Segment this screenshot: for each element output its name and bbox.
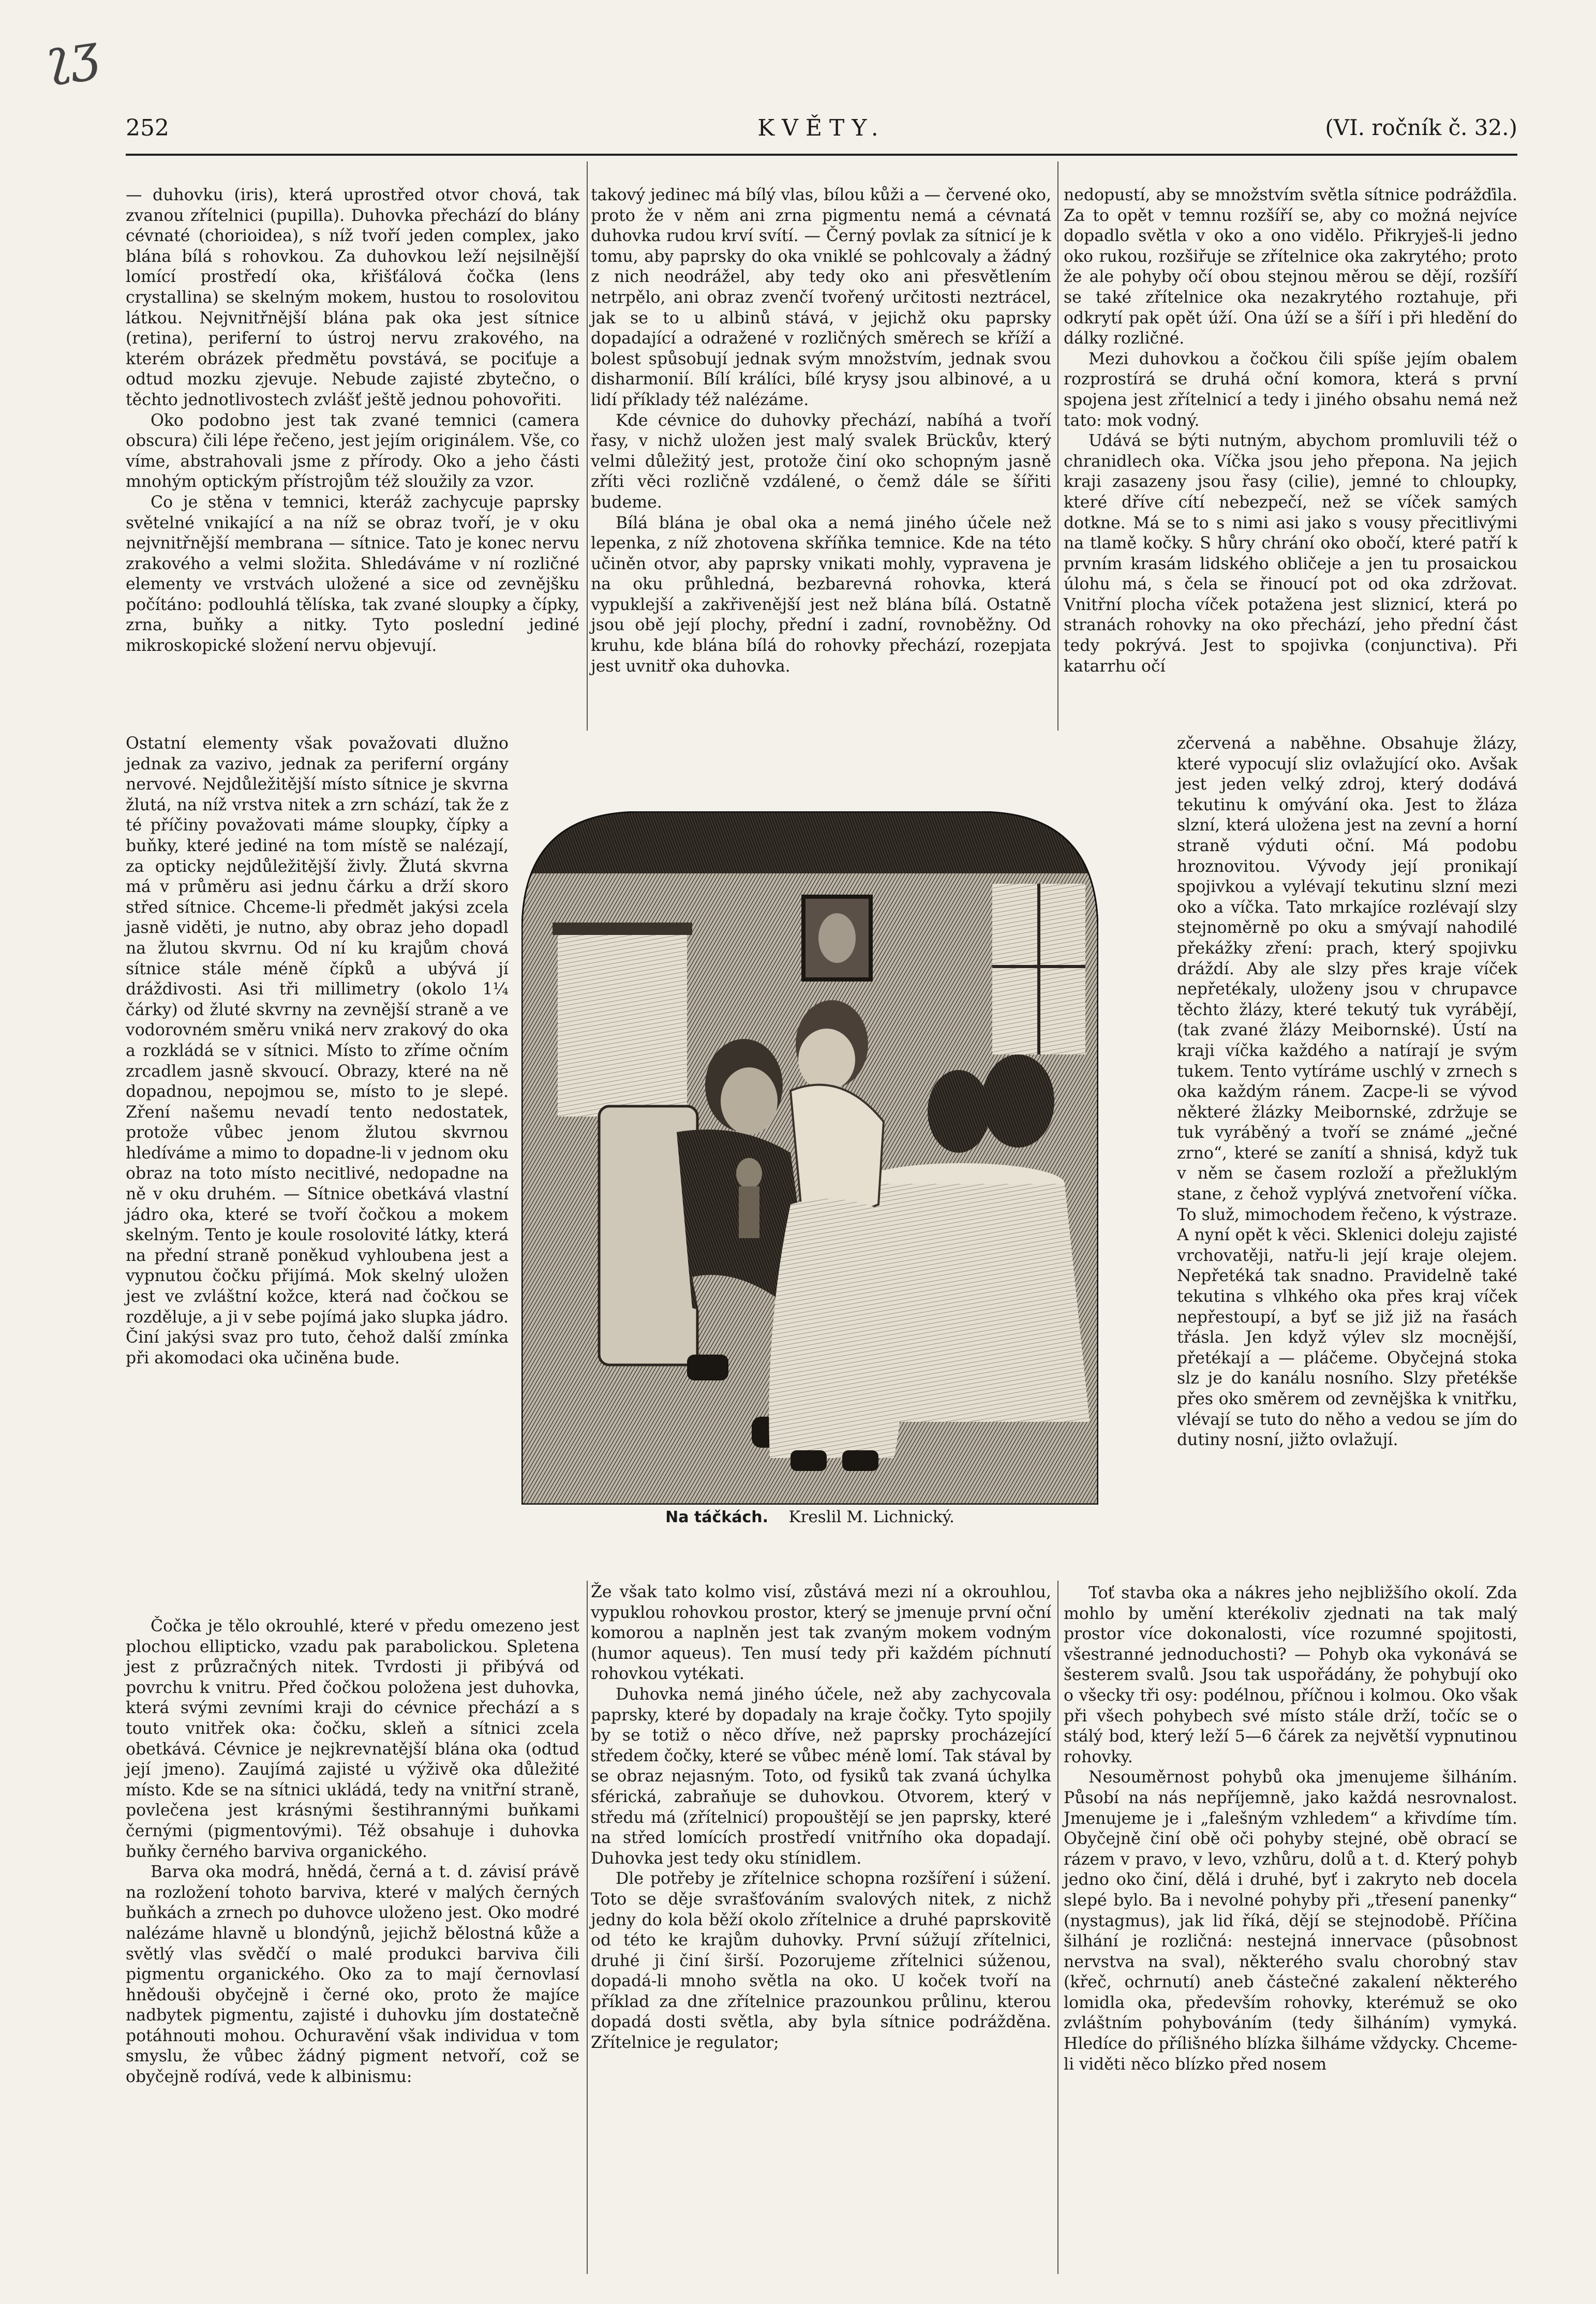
paragraph: Ostatní elementy však považovati dlužno jednak za vazivo, jednak za periferní orgány nervové. Nejdůležitější místo sítnice je skvrna žlutá, na níž vrstva nitek a zrn schází, tak že z té příčiny považovati máme sloupky, čípky a buňky, které jediné na tom místě se nalézají, za opticky nejdůležitější živly. Žlutá skvrna má v průměru asi jednu čárku a drží skoro střed sítnice. Chceme-li předmět jakýsi zcela jasně viděti, je nutno, aby obraz jeho dopadl na žlutou skvrnu. Od ní ku krajům chová sítnice stále méně čípků a ubývá jí dráždivosti. Asi tři millimetry (okolo 1¼ čárky) od žluté skvrny na zevnější straně a ve vodorovném směru vniká nerv zrakový do oka a rozkládá se v sítnici. Místo to zříme očním zrcadlem jasně skvoucí. Obrazy, které na ně dopadnou, nepojmou se, místo to je slepé. Zření našemu nevadí tento nedostatek, protože vůbec jenom žlutou skvrnou hledíváme a mimo to dopadne-li v jednom oku obraz na toto místo necitlivé, nedopadne na ně v oku druhém. — Sítnice obetkává vlastní jádro oka, které se tvoří čočkou a mokem skelným. Tento je koule rosolovité látky, která na přední straně poněkud vyhloubena jest a vypnutou čočku přijímá. Mok skelný uložen jest ve zvláštní kožce, která nad čočkou se rozděluje, a ji v sebe pojímá jako slupka jádro. Činí jakýsi svaz pro tuto, čehož další zmínka při akomodaci oka učiněna bude. bbox=[126, 734, 509, 1367]
magazine-title: KVĚTY. bbox=[757, 115, 886, 141]
column-rule-right bbox=[1057, 161, 1058, 731]
right-column-top bbox=[1064, 185, 1517, 677]
paragraph: Duhovka nemá jiného účele, než aby zachycovala paprsky, které by dopadaly na kraje čočky. Tyto spojily by se totiž o něco dříve, než paprsky procházející středem čočky, které se vůbec méně lomí. Tak stával by se obraz nejasným. Toto, od fysiků tak zvaná úchylka sférická, zabraňuje se duhovkou. Otvorem, který v středu má (zřítelnicí) propouštějí se jen paprsky, které na střed lomících prostředí vnitřního oka dopadají. Duhovka jest tedy oku stínidlem. bbox=[591, 1685, 1051, 1868]
paragraph: Kde cévnice do duhovky přechází, nabíhá a tvoří řasy, v nichž uložen jest malý svalek Brückův, který velmi důležitý jest, protože činí oko schopným jasně zříti věci rozličně vzdálené, o čemž dále se šířiti budeme. bbox=[591, 411, 1051, 512]
right-column-narrow bbox=[1177, 734, 1517, 1451]
paragraph: Toť stavba oka a nákres jeho nejbližšího okolí. Zda mohlo by umění kterékoliv zjednati na tak malý prostor více dokonalosti, více rozumné spojitosti, všestranné jednoduchosti? — Pohyb oka vykonává se šesterem svalů. Jsou tak uspořádány, že pohybují oko o všecky tři osy: podélnou, příčnou i kolmou. Oko však při všech pohybech své místo stále drží, točíc se o stálý bod, který leží 5—6 čárek za největší vypnutinou rohovky. bbox=[1064, 1584, 1517, 1766]
column-rule-right-bottom bbox=[1057, 1581, 1058, 2274]
paragraph: Co je stěna v temnici, kteráž zachycuje paprsky světelné vnikající a na níž se obraz tvoří, je v oku nejvnitřnější membrana — sítnice. Tato je konec nervu zrakového a velmi složita. Shledáváme v ní rozličné elementy ve vrstvách uložené a sice od zevnějšku počítáno: podlouhlá tělíska, tak zvané sloupky a čípky, zrna, buňky a nitky. Tyto poslední jediné mikroskopické složení nervu objevují. bbox=[126, 493, 579, 656]
paragraph: takový jedinec má bílý vlas, bílou kůži a — červené oko, proto že v něm ani zrna pigmentu nemá a cévnatá duhovka rudou krví svítí. — Černý povlak za sítnicí je k tomu, aby paprsky do oka vniklé se pohlcovaly a žádný z nich neodrážel, aby tedy oko ani přesvětlením netrpělo, ani obraz zvenčí tvořený určitosti neztrácel, jak se to u albinů stává, v jejichž oku paprsky dopadající a odražené v rozličných směrech se kříží a bolest spůsobují jednak svým množstvím, jednak svou disharmonií. Bílí králíci, bílé krysy jsou albinové, a u lidí příklady též nalézáme. bbox=[591, 186, 1051, 409]
caption-title: Na táčkách. bbox=[665, 1508, 769, 1526]
paragraph: Dle potřeby je zřítelnice schopna rozšíření i súžení. Toto se děje svrašťováním svalových nitek, z nichž jedny do kola běží okolo zřítelnice a druhé paprskovitě od této ke krajům duhovky. První súžují zřítelnici, druhé ji činí širší. Pozorujeme zřítelnici súženou, dopadá-li mnoho světla na oko. U koček tvoří na příklad za dne zřítelnice prazounkou průlinu, kterou dopadá dosti světla, aby byla sítnice podrážděna. Zřítelnice je regulator; bbox=[591, 1869, 1051, 2053]
page-number: 252 bbox=[126, 115, 169, 141]
paragraph: Oko podobno jest tak zvané temnici (camera obscura) čili lépe řečeno, jest jejím originálem. Vše, co víme, abstrahovali jsme z přírody. Oko a jeho části mnohým optickým přístrojům též sloužily za vzor. bbox=[126, 411, 579, 492]
paragraph: Čočka je tělo okrouhlé, které v předu omezeno jest plochou ellipticko, vzadu pak parabolickou. Spletena jest z průzračných nitek. Tvrdosti ji přibývá od povrchu k vnitru. Před čočkou položena jest duhovka, která svými zevními kraji do cévnice přechází a s touto vnitřek oka: čočku, skleň a sítnici zcela obetkává. Cévnice je nejkrevnatější blána oka (odtud její jmeno). Zaujímá zajisté u výživě oka důležité místo. Kde se na sítnici ukládá, tedy na vnitřní straně, povlečena jest krásnými šestihrannými buňkami černými (pigmentovými). Též obsahuje i duhovka buňky černého barviva organického. bbox=[126, 1617, 579, 1861]
paragraph: Nesouměrnost pohybů oka jmenujeme šilháním. Působí na nás nepříjemně, jako každá nesrovnalost. Jmenujeme je i „falešným vzhledem“ a křivdíme tím. Obyčejně činí obě oči pohyby stejné, obě obrací se rázem v pravo, v levo, vzhůru, dolů a t. d. Který pohyb jedno oko činí, dělá i druhé, byť i zakryto neb docela slepé bylo. Ba i nevolné pohyby při „třesení panenky“ (nystagmus), jak lid říká, dějí se stejnodobě. Příčina šilhání je rozličná: nestejná innervace (působnost nervstva na sval), některého svalu chorobný stav (křeč, ochrnutí) aneb částečné zakalení některého lomidla oka, především rohovky, kterémuž se oko zvláštním pohybováním (tedy šilháním) vymyká. Hledíce do přílišného blízka šilháme vždycky. Chceme-li viděti něco blízko před nosem bbox=[1064, 1768, 1517, 2074]
paragraph: — duhovku (iris), která uprostřed otvor chová, tak zvanou zřítelnici (pupilla). Duhovka přechází do blány cévnaté (chorioidea), s níž tvoří jeden complex, jako blána bílá s rohovkou. Za duhovkou leží nejsilnější lomící prostředí oka, křišťálová čočka (lens crystallina) se skelným mokem, hustou to rosolovitou látkou. Nejvnitřnější blána pak oka jest sítnice (retina), periferní to ústroj nervu zrakového, na kterém obrázek předmětu povstává, se pociťuje a odtud mozku zjevuje. Nebude zajisté zbytečno, o těchto jednotlivostech zvlášť ještě jednou pohovořiti. bbox=[126, 186, 579, 409]
paragraph: zčervená a naběhne. Obsahuje žlázy, které vypocují sliz ovlažující oko. Avšak jest jeden velký zdroj, který dodává tekutinu k omývání oka. Jest to žláza slzní, která uložena jest na zevní a horní straně výduti oční. Má podobu hroznovitou. Vývody její pronikají spojivkou a vylévají tekutinu slzní mezi oko a víčka. Tato mrkajíce rozlévají slzy stejnoměrně po oku a smývají nahodilé překážky zření: prach, který spojivku dráždí. Aby ale slzy přes kraje víček nepřetékaly, uloženy jsou v chrupavce těchto žlázy, které tekutý tuk vyrábějí, (tak zvané žlázy Meibornské). Ústí na kraji víčka každého a natírají je svým tukem. Tento vytíráme uschlý v zrnech s oka každým ránem. Zacpe-li se vývod některé žlázky Meibornské, zdržuje se tuk vyráběný a tvoří se známé „ječné zrno“, které se zanítí a shnisá, když tuk v něm se časem rozloží a přežluklým stane, z čehož vyplývá znetvoření víčka. To služ, mimochodem řečeno, k výstraze. A nyní opět k věci. Sklenici doleju zajisté vrchovatěji, natřu-li její kraje olejem. Nepřetéká tak snadno. Pravidelně také tekutina s vlhkého oka přes kraj víček nepřestoupí, a byť se již již na řasách třásla. Jen když výlev slz mocnější, přetékají a — pláčeme. Obyčejná stoka slz je do kanálu nosního. Slzy přetékše přes oko směrem od zevnějška k vnitřku, vlévají se tuto do něho a vedou se jím do dutiny nosní, jižto ovlažují. bbox=[1177, 734, 1517, 1450]
left-column-narrow bbox=[126, 734, 509, 1369]
paragraph: Udává se býti nutným, abychom promluvili též o chranidlech oka. Víčka jsou jeho přepona. Na jejich kraji zasazeny jsou řasy (cilie), jemné to chloupky, které dříve cítí nebezpečí, než se víček samých dotkne. Má se to s nimi asi jako s vousy přecitlivými na tlamě kočky. S hůry chrání oko obočí, které patří k prvním krasám lidského obličeje a jen tu prosaickou úlohu má, s čela se řinoucí pot od oka zdržovat. Vnitřní plocha víček potažena jest sliznicí, která po stranách rohovky na oko přechází, jeho přední část tedy pokrývá. Jest to spojivka (conjunctiva). Při katarrhu očí bbox=[1064, 432, 1517, 676]
engraving-art bbox=[521, 811, 1098, 1505]
paragraph: nedopustí, aby se množstvím světla sítnice podrážďila. Za to opět v temnu rozšíří se, aby co možná nejvíce dopadlo světla v oko a ono vidělo. Přikryješ-li jedno oko rukou, rozšiřuje se zřítelnice oka zakrytého; proto že ale pohyby očí obou stejnou měrou se dějí, rozšíří se také zřítelnice oka nezakrytého roztahuje, při odkrytí pak opět úží. Ona úží se a šíří i při hledění do dálky rozličné. bbox=[1064, 186, 1517, 348]
left-column-bottom bbox=[126, 1616, 579, 2088]
middle-column-top bbox=[591, 185, 1051, 677]
issue-label: (VI. ročník č. 32.) bbox=[1325, 115, 1517, 140]
paragraph: Že však tato kolmo visí, zůstává mezi ní a okrouhlou, vypuklou rohovkou prostor, který se jmenuje první oční komorou a naplněn jest tak zvaným mokem vodným (humor aqueus). Ten musí tedy při každém píchnutí rohovkou vytékati. bbox=[591, 1583, 1051, 1684]
engraving-illustration bbox=[521, 811, 1098, 1518]
handwritten-margin-mark: ʅʒ bbox=[41, 22, 102, 87]
figure-caption bbox=[521, 1508, 1098, 1526]
left-column-top bbox=[126, 185, 579, 657]
paragraph: Bílá blána je obal oka a nemá jiného účele než lepenka, z níž zhotovena skříňka temnice. Kde na této učiněn otvor, aby paprsky vnikati mohly, vypravena je na oku průhledná, bezbarevná rohovka, která vypuklejší a zakřivenější jest než blána bílá. Ostatně jsou obě její plochy, přední i zadní, rovnoběžny. Od kruhu, kde blána bílá do rohovky přechází, rozepjata jest uvnitř oka duhovka. bbox=[591, 513, 1051, 676]
paragraph: Mezi duhovkou a čočkou čili spíše jejím obalem rozprostírá se druhá oční komora, která s první spojena jest zřítelnicí a tedy i jiného obsahu nemá než tato: mok vodný. bbox=[1064, 349, 1517, 430]
paragraph: Barva oka modrá, hnědá, černá a t. d. závisí právě na rozložení tohoto barviva, které v malých černých buňkách a zrnech po duhovce uloženo jest. Oko modré nalézáme hlavně u blondýnů, jejichž bělostná kůže a světlý vlas svědčí o malé produkci barviva čili pigmentu organického. Oko za to mají černovlasí hnědouši obyčejně i černé oko, proto že majíce nadbytek pigmentu, zajisté i duhovku jím dostatečně potáhnouti mohou. Ochuravění však individua v tom smyslu, že vůbec žádný pigment netvoří, což se obyčejně rodívá, vede k albinismu: bbox=[126, 1863, 579, 2087]
column-rule-left bbox=[587, 161, 588, 731]
page-header bbox=[126, 115, 1517, 156]
middle-column-bottom bbox=[591, 1582, 1051, 2054]
right-column-bottom bbox=[1064, 1583, 1517, 2075]
caption-artist: Kreslil M. Lichnický. bbox=[788, 1508, 954, 1526]
column-rule-left-bottom bbox=[587, 1581, 588, 2274]
header-rule bbox=[126, 154, 1517, 156]
